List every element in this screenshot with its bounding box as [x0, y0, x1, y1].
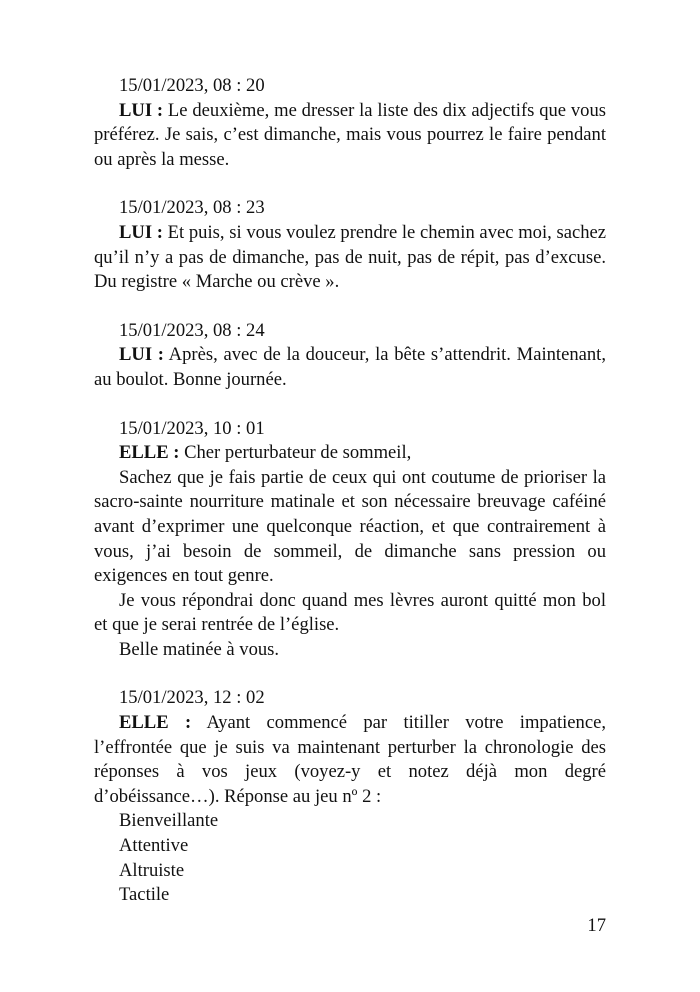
list-item: Tactile: [119, 884, 170, 906]
timestamp: 15/01/2023, 10 : 01: [119, 417, 265, 439]
message-entry: [94, 74, 606, 172]
list-item: Attentive: [119, 835, 189, 857]
message-text: Cher perturbateur de sommeil,: [179, 442, 412, 464]
message-entry: [94, 686, 606, 907]
message-paragraph: Je vous répondrai donc quand mes lèvres auront quitté mon bol et que je serai rentrée de l’église.: [94, 589, 606, 636]
message-text: Et puis, si vous voulez prendre le chemin avec moi, sachez qu’il n’y a pas de dimanche, pas de nuit, pas de répit, pas d’excuse. Du registre « Marche ou crève ».: [94, 221, 607, 293]
message-text: Ayant commencé par titiller votre impatience, l’effrontée que je suis va maintenant perturber la chronologie des réponses à vos jeux (voyez-y et notez déjà mon degré d’obéissance…). Réponse au jeu nº 2 :: [94, 712, 606, 807]
message-text: Le deuxième, me dresser la liste des dix adjectifs que vous préférez. Je sais, c’est dimanche, mais vous pourrez le faire pendant ou après la messe.: [94, 99, 607, 170]
timestamp: 15/01/2023, 08 : 20: [119, 75, 265, 96]
page-number: 17: [587, 915, 606, 936]
message-entry: [94, 417, 606, 663]
message-paragraph: [94, 441, 606, 466]
speaker-label: LUI :: [119, 344, 164, 366]
timestamp: 15/01/2023, 08 : 24: [119, 319, 265, 341]
speaker-label: ELLE :: [119, 442, 180, 464]
message-paragraph: [94, 221, 606, 295]
message-entry: [94, 319, 606, 393]
timestamp: 15/01/2023, 08 : 23: [119, 197, 265, 219]
message-paragraph: [94, 343, 606, 392]
speaker-label: ELLE :: [119, 712, 192, 734]
speaker-label: LUI :: [119, 221, 163, 243]
message-paragraph: [94, 99, 606, 173]
list-item: Altruiste: [119, 859, 185, 881]
page-body: [94, 74, 606, 932]
message-paragraph: Belle matinée à vous.: [119, 638, 280, 660]
list-item: Bienveillante: [119, 810, 219, 832]
speaker-label: LUI :: [119, 99, 164, 121]
message-text: Après, avec de la douceur, la bête s’attendrit. Maintenant, au boulot. Bonne journée.: [94, 344, 606, 390]
message-paragraph: [94, 711, 606, 809]
timestamp: 15/01/2023, 12 : 02: [119, 687, 265, 709]
message-paragraph: Sachez que je fais partie de ceux qui ont coutume de prioriser la sacro-sainte nourriture matinale et son nécessaire breuvage caféiné avant d’exprimer une quelconque réaction, et que contrairement à vous, j’ai besoin de sommeil, de dimanche sans pression ou exigences en tout genre.: [94, 466, 606, 587]
message-entry: [94, 196, 606, 294]
